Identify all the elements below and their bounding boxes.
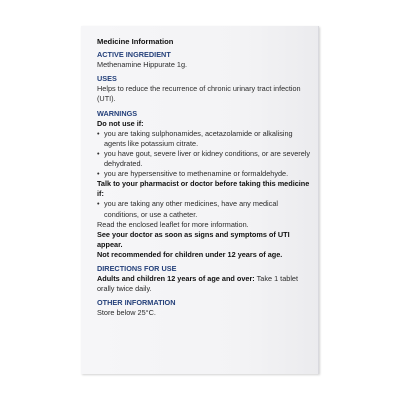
warning-bullet [97, 129, 313, 149]
bullet-dot: • [97, 148, 100, 158]
other-information-heading: OTHER INFORMATION [97, 298, 176, 308]
bullet-dot: • [97, 199, 100, 209]
warning-bullet-text: you are taking sulphonamides, acetazolamide or alkalising agents like potassium citrate. [104, 128, 293, 148]
talk-to-pharmacist-text: Talk to your pharmacist or doctor before taking this medicine if: [97, 179, 310, 199]
warning-bullet [97, 199, 313, 219]
directions-bold-text: Adults and children 12 years of age and over: [97, 274, 255, 284]
directions-dose-text: Take 1 tablet orally twice daily. [97, 274, 299, 294]
see-doctor-text: See your doctor as soon as signs and symptoms of UTI appear. [97, 229, 290, 249]
do-not-use-heading: Do not use if: [97, 118, 144, 128]
uses-text: Helps to reduce the recurrence of chronic urinary tract infection (UTI). [97, 84, 301, 104]
directions-text [97, 274, 313, 294]
warnings-heading: WARNINGS [97, 108, 138, 118]
medicine-information-panel [81, 26, 319, 374]
not-recommended-text: Not recommended for children under 12 years of age. [97, 249, 283, 259]
warning-bullet-text: you are taking any other medicines, have any medical conditions, or use a catheter. [104, 199, 279, 219]
active-ingredient-heading: ACTIVE INGREDIENT [97, 50, 171, 60]
warning-bullet-text: you are hypersensitive to methenamine or formaldehyde. [104, 169, 289, 179]
panel-content [97, 37, 313, 318]
active-ingredient-text: Methenamine Hippurate 1g. [97, 60, 188, 70]
warning-bullet-text: you have gout, severe liver or kidney conditions, or are severely dehydrated. [104, 148, 311, 169]
warning-bullet [97, 169, 313, 179]
storage-text: Store below 25°C. [97, 308, 156, 318]
warning-bullet [97, 149, 313, 169]
bullet-dot: • [97, 128, 100, 138]
uses-heading: USES [97, 74, 117, 84]
panel-title: Medicine Information [97, 37, 174, 46]
bullet-dot: • [97, 169, 100, 179]
leaflet-text: Read the enclosed leaflet for more information. [97, 219, 249, 229]
directions-heading: DIRECTIONS FOR USE [97, 263, 177, 273]
